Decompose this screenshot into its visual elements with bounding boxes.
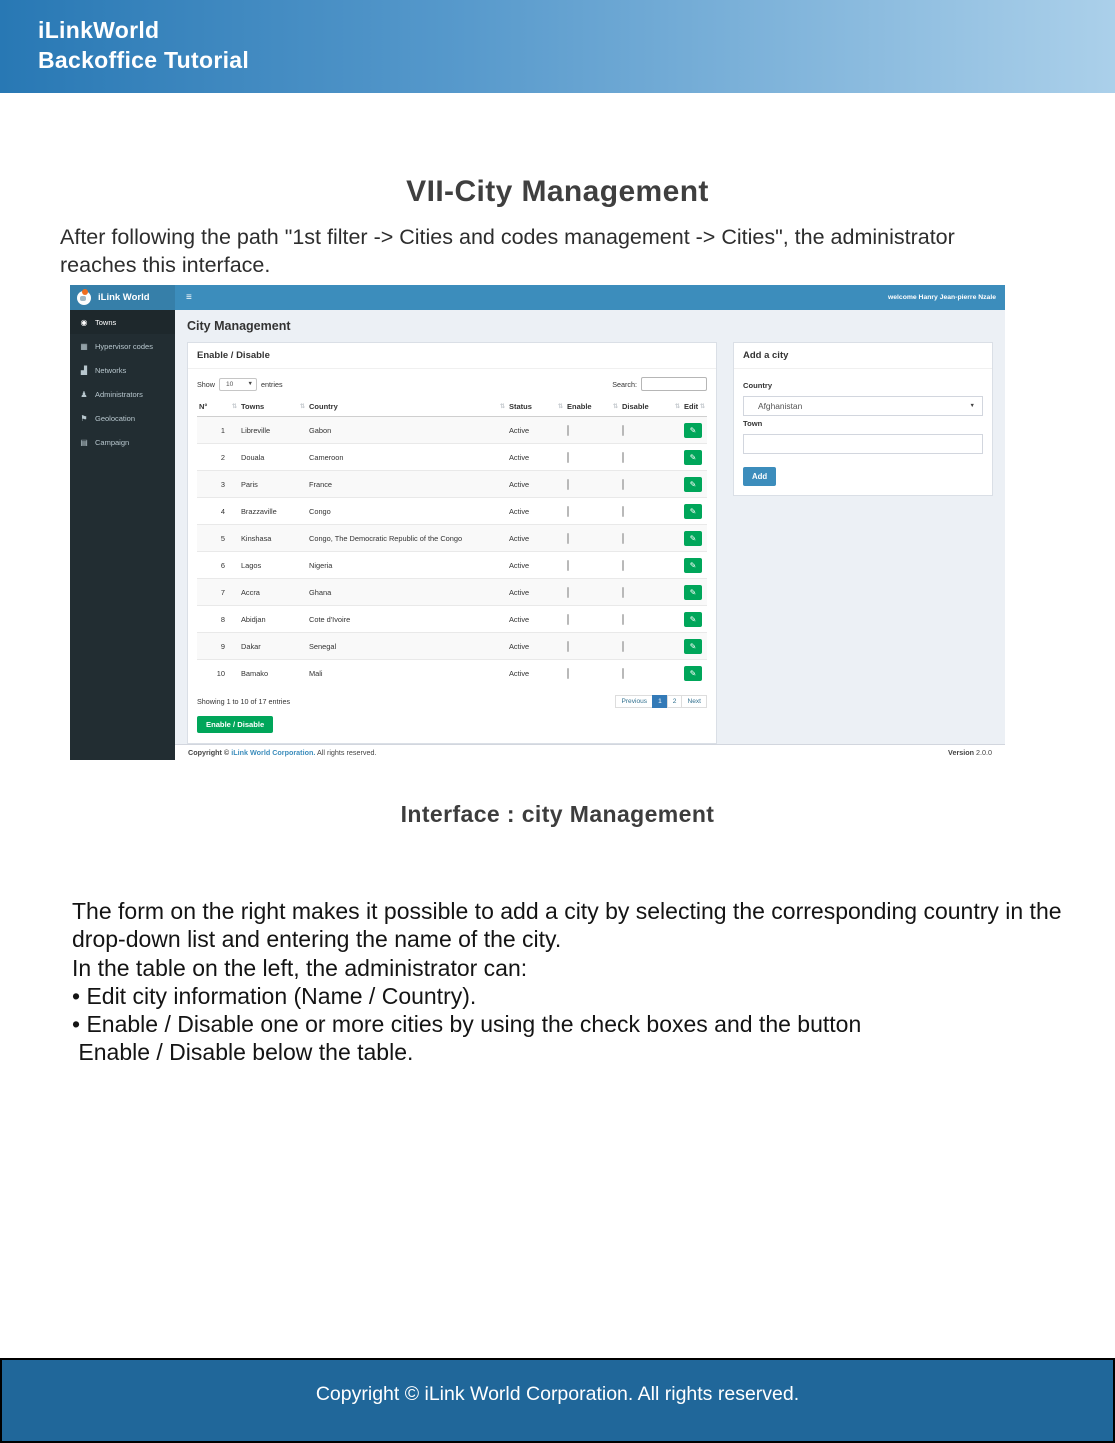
body-text-line-2: drop-down list and entering the name of the city. xyxy=(72,926,562,953)
body-text-line-1: The form on the right makes it possible to add a city by selecting the corresponding country in the xyxy=(72,898,1062,924)
table-row xyxy=(197,471,707,498)
country-label: Country xyxy=(743,381,773,390)
column-header-label: Disable xyxy=(622,402,649,411)
cell-number: 9 xyxy=(197,633,239,660)
cell-town: Paris xyxy=(239,471,307,498)
enable-checkbox[interactable] xyxy=(567,533,569,544)
enable-checkbox[interactable] xyxy=(567,506,569,517)
intro-line-2: reaches this interface. xyxy=(60,252,271,277)
cell-disable xyxy=(620,525,682,552)
app-brand[interactable] xyxy=(70,285,175,310)
enable-checkbox[interactable] xyxy=(567,614,569,625)
cell-country: Gabon xyxy=(307,417,507,444)
pagination-next[interactable]: Next xyxy=(681,695,707,708)
sidebar-item-label: Towns xyxy=(95,317,117,327)
edit-button[interactable] xyxy=(684,558,702,573)
app-topbar xyxy=(70,285,1005,310)
disable-checkbox[interactable] xyxy=(622,668,624,679)
country-select[interactable] xyxy=(743,396,983,416)
showing-entries-label: Showing 1 to 10 of 17 entries xyxy=(197,696,291,706)
cell-status: Active xyxy=(507,579,565,606)
body-text-line-3: In the table on the left, the administrator can: xyxy=(72,954,528,981)
app-footer-copyright xyxy=(188,748,376,757)
column-header-label: Status xyxy=(509,402,532,411)
sidebar-item-label: Networks xyxy=(95,365,127,375)
sidebar-item-campaign[interactable] xyxy=(70,430,175,454)
cell-enable xyxy=(565,417,620,444)
page-title: City Management xyxy=(187,319,291,333)
edit-button[interactable] xyxy=(684,450,702,465)
table-row xyxy=(197,417,707,444)
edit-button[interactable] xyxy=(684,423,702,438)
table-row xyxy=(197,579,707,606)
column-header-label: Towns xyxy=(241,402,265,411)
table-footer xyxy=(188,687,716,708)
cell-country: Mali xyxy=(307,660,507,687)
ilink-globe-logo-icon xyxy=(77,291,91,305)
cell-enable xyxy=(565,579,620,606)
column-header-label: Edit xyxy=(684,402,699,411)
enable-checkbox[interactable] xyxy=(567,479,569,490)
disable-checkbox[interactable] xyxy=(622,425,624,436)
body-text xyxy=(72,897,1077,1067)
column-header-label: Enable xyxy=(567,402,592,411)
sort-icon[interactable]: ⇅ xyxy=(699,404,705,410)
cell-number: 6 xyxy=(197,552,239,579)
doc-header-line2: Backoffice Tutorial xyxy=(38,47,250,73)
body-text-line-6: Enable / Disable below the table. xyxy=(72,1039,414,1066)
cities-table xyxy=(197,397,707,687)
edit-button[interactable] xyxy=(684,504,702,519)
table-row xyxy=(197,444,707,471)
document-footer xyxy=(0,1358,1115,1443)
cell-edit xyxy=(682,444,707,471)
edit-pencil-icon: ✎ xyxy=(689,668,697,678)
intro-paragraph xyxy=(60,224,1075,279)
cell-status: Active xyxy=(507,498,565,525)
cell-town: Douala xyxy=(239,444,307,471)
sidebar-item-label: Geolocation xyxy=(95,413,136,423)
cell-country: Nigeria xyxy=(307,552,507,579)
enable-checkbox[interactable] xyxy=(567,668,569,679)
cell-disable xyxy=(620,552,682,579)
column-header-label: N° xyxy=(199,402,208,411)
pagination xyxy=(616,695,707,708)
column-header-n[interactable] xyxy=(197,397,239,417)
cell-country: Ghana xyxy=(307,579,507,606)
cell-town: Lagos xyxy=(239,552,307,579)
app-screenshot xyxy=(70,285,1005,787)
sidebar-item-label: Campaign xyxy=(95,437,130,447)
town-input[interactable] xyxy=(743,434,983,454)
cell-disable xyxy=(620,444,682,471)
edit-pencil-icon: ✎ xyxy=(689,425,697,435)
show-entries-control xyxy=(197,378,283,391)
signal-bars-icon: ▟ xyxy=(80,365,88,375)
sidebar-item-label: Administrators xyxy=(95,389,143,399)
edit-pencil-icon: ✎ xyxy=(689,506,697,516)
cell-country: Senegal xyxy=(307,633,507,660)
document-header xyxy=(0,0,1115,93)
app-footer xyxy=(175,744,1005,761)
cell-country: Cote d'Ivoire xyxy=(307,606,507,633)
cell-enable xyxy=(565,444,620,471)
edit-button[interactable] xyxy=(684,477,702,492)
rights-text: All rights reserved. xyxy=(315,747,377,757)
sidebar-item-towns[interactable] xyxy=(70,310,175,334)
cell-status: Active xyxy=(507,660,565,687)
app-navbar xyxy=(175,285,1005,310)
enable-disable-panel xyxy=(187,342,717,744)
table-header-row xyxy=(197,397,707,417)
sort-icon[interactable]: ⇅ xyxy=(674,404,680,410)
cell-edit xyxy=(682,417,707,444)
cell-number: 4 xyxy=(197,498,239,525)
chevron-down-icon: ▼ xyxy=(969,403,975,409)
cell-number: 3 xyxy=(197,471,239,498)
search-input[interactable] xyxy=(641,377,707,391)
table-row xyxy=(197,660,707,687)
edit-button[interactable] xyxy=(684,612,702,627)
document-footer-text: Copyright © iLink World Corporation. All rights reserved. xyxy=(315,1383,800,1405)
table-icon: ▦ xyxy=(80,341,88,351)
disable-checkbox[interactable] xyxy=(622,641,624,652)
map-marker-icon: ⚑ xyxy=(80,413,88,423)
cell-status: Active xyxy=(507,444,565,471)
page-length-select[interactable] xyxy=(219,378,257,391)
column-header-label: Country xyxy=(309,402,338,411)
cell-status: Active xyxy=(507,525,565,552)
add-city-panel-title: Add a city xyxy=(734,343,992,369)
section-title: VII-City Management xyxy=(406,175,709,208)
cell-number: 5 xyxy=(197,525,239,552)
table-row xyxy=(197,606,707,633)
edit-pencil-icon: ✎ xyxy=(689,533,697,543)
pagination-page-2[interactable]: 2 xyxy=(667,695,683,708)
column-header-towns[interactable] xyxy=(239,397,307,417)
cell-edit xyxy=(682,498,707,525)
column-header-status[interactable] xyxy=(507,397,565,417)
sort-icon[interactable]: ⇅ xyxy=(612,404,618,410)
cell-enable xyxy=(565,660,620,687)
cell-country: Congo, The Democratic Republic of the Congo xyxy=(307,525,507,552)
edit-pencil-icon: ✎ xyxy=(689,614,697,624)
cell-status: Active xyxy=(507,417,565,444)
cell-disable xyxy=(620,633,682,660)
search-label: Search: xyxy=(612,379,637,389)
add-city-panel xyxy=(733,342,993,496)
globe-icon: ◉ xyxy=(80,317,88,327)
add-city-form xyxy=(734,369,992,495)
edit-pencil-icon: ✎ xyxy=(689,641,697,651)
cell-town: Libreville xyxy=(239,417,307,444)
cell-disable xyxy=(620,660,682,687)
sort-icon[interactable]: ⇅ xyxy=(499,404,505,410)
figure-caption: Interface : city Management xyxy=(400,801,715,827)
add-button[interactable]: Add xyxy=(743,467,776,486)
sort-icon[interactable]: ⇅ xyxy=(557,404,563,410)
cell-number: 8 xyxy=(197,606,239,633)
column-header-enable[interactable] xyxy=(565,397,620,417)
cell-disable xyxy=(620,606,682,633)
app-version xyxy=(948,748,992,757)
cell-disable xyxy=(620,498,682,525)
sort-icon[interactable]: ⇅ xyxy=(299,404,305,410)
cell-town: Kinshasa xyxy=(239,525,307,552)
page-length-value: 10 xyxy=(225,380,234,388)
cell-edit xyxy=(682,579,707,606)
sidebar-item-networks[interactable] xyxy=(70,358,175,382)
doc-header-line1: iLinkWorld xyxy=(38,17,160,43)
content-row xyxy=(175,342,1005,744)
disable-checkbox[interactable] xyxy=(622,587,624,598)
cell-town: Abidjan xyxy=(239,606,307,633)
show-label: Show xyxy=(197,379,215,389)
cell-edit xyxy=(682,525,707,552)
sidebar-item-geolocation[interactable] xyxy=(70,406,175,430)
main-content xyxy=(175,310,1005,760)
cell-edit xyxy=(682,471,707,498)
cell-edit xyxy=(682,606,707,633)
table-row xyxy=(197,552,707,579)
pagination-page-1[interactable]: 1 xyxy=(652,695,668,708)
table-row xyxy=(197,498,707,525)
sort-icon[interactable]: ⇅ xyxy=(231,404,237,410)
brand-label: iLink World xyxy=(98,292,150,303)
hamburger-menu-icon[interactable]: ≡ xyxy=(186,292,192,303)
company-link[interactable]: iLink World Corporation. xyxy=(231,747,316,757)
sidebar-item-label: Hypervisor codes xyxy=(95,341,153,351)
body-text-line-4: • Edit city information (Name / Country). xyxy=(72,982,477,1009)
table-row xyxy=(197,633,707,660)
cell-town: Dakar xyxy=(239,633,307,660)
edit-pencil-icon: ✎ xyxy=(689,560,697,570)
cell-enable xyxy=(565,525,620,552)
enable-checkbox[interactable] xyxy=(567,452,569,463)
cell-country: France xyxy=(307,471,507,498)
edit-pencil-icon: ✎ xyxy=(689,452,697,462)
cell-town: Bamako xyxy=(239,660,307,687)
column-header-edit[interactable] xyxy=(682,397,707,417)
edit-button[interactable] xyxy=(684,666,702,681)
cell-disable xyxy=(620,579,682,606)
edit-pencil-icon: ✎ xyxy=(689,479,697,489)
cell-disable xyxy=(620,417,682,444)
list-icon: ▤ xyxy=(80,437,88,447)
cell-status: Active xyxy=(507,552,565,579)
copyright-prefix: Copyright © xyxy=(188,747,232,757)
cell-status: Active xyxy=(507,471,565,498)
enable-checkbox[interactable] xyxy=(567,560,569,571)
disable-checkbox[interactable] xyxy=(622,533,624,544)
cell-country: Cameroon xyxy=(307,444,507,471)
sidebar-item-administrators[interactable] xyxy=(70,382,175,406)
edit-button[interactable] xyxy=(684,531,702,546)
user-icon: ♟ xyxy=(80,389,88,399)
country-select-value: Afghanistan xyxy=(758,401,803,411)
enable-disable-button[interactable]: Enable / Disable xyxy=(197,716,273,733)
disable-checkbox[interactable] xyxy=(622,479,624,490)
welcome-user-label[interactable]: welcome Hanry Jean-pierre Nzale xyxy=(887,294,996,301)
column-header-country[interactable] xyxy=(307,397,507,417)
enable-checkbox[interactable] xyxy=(567,425,569,436)
pagination-previous[interactable]: Previous xyxy=(615,695,653,708)
body-text-line-5: • Enable / Disable one or more cities by using the check boxes and the button xyxy=(72,1011,862,1038)
edit-pencil-icon: ✎ xyxy=(689,587,697,597)
enable-disable-panel-title: Enable / Disable xyxy=(188,343,716,369)
cell-town: Brazzaville xyxy=(239,498,307,525)
enable-checkbox[interactable] xyxy=(567,587,569,598)
cell-enable xyxy=(565,633,620,660)
cell-enable xyxy=(565,498,620,525)
cell-number: 2 xyxy=(197,444,239,471)
cell-country: Congo xyxy=(307,498,507,525)
chevron-down-icon: ▼ xyxy=(247,381,253,387)
enable-checkbox[interactable] xyxy=(567,641,569,652)
sidebar-menu xyxy=(70,310,175,760)
cell-number: 10 xyxy=(197,660,239,687)
sidebar-item-hypervisor-codes[interactable] xyxy=(70,334,175,358)
cell-edit xyxy=(682,660,707,687)
column-header-disable[interactable] xyxy=(620,397,682,417)
cell-edit xyxy=(682,633,707,660)
version-label: Version xyxy=(948,747,975,757)
cell-enable xyxy=(565,606,620,633)
cell-disable xyxy=(620,471,682,498)
cell-enable xyxy=(565,552,620,579)
table-body xyxy=(197,417,707,687)
disable-checkbox[interactable] xyxy=(622,452,624,463)
edit-button[interactable] xyxy=(684,585,702,600)
disable-checkbox[interactable] xyxy=(622,614,624,625)
disable-checkbox[interactable] xyxy=(622,560,624,571)
table-controls xyxy=(188,369,716,397)
cell-enable xyxy=(565,471,620,498)
intro-line-1: After following the path "1st filter -> Cities and codes management -> Cities", the administrator xyxy=(60,225,955,249)
search-control xyxy=(612,377,707,391)
disable-checkbox[interactable] xyxy=(622,506,624,517)
cell-number: 7 xyxy=(197,579,239,606)
table-row xyxy=(197,525,707,552)
cell-status: Active xyxy=(507,606,565,633)
edit-button[interactable] xyxy=(684,639,702,654)
version-value: 2.0.0 xyxy=(974,747,992,757)
town-label: Town xyxy=(743,419,763,428)
cell-town: Accra xyxy=(239,579,307,606)
entries-label: entries xyxy=(260,379,283,389)
cell-edit xyxy=(682,552,707,579)
cell-status: Active xyxy=(507,633,565,660)
cell-number: 1 xyxy=(197,417,239,444)
app-body xyxy=(70,310,1005,760)
